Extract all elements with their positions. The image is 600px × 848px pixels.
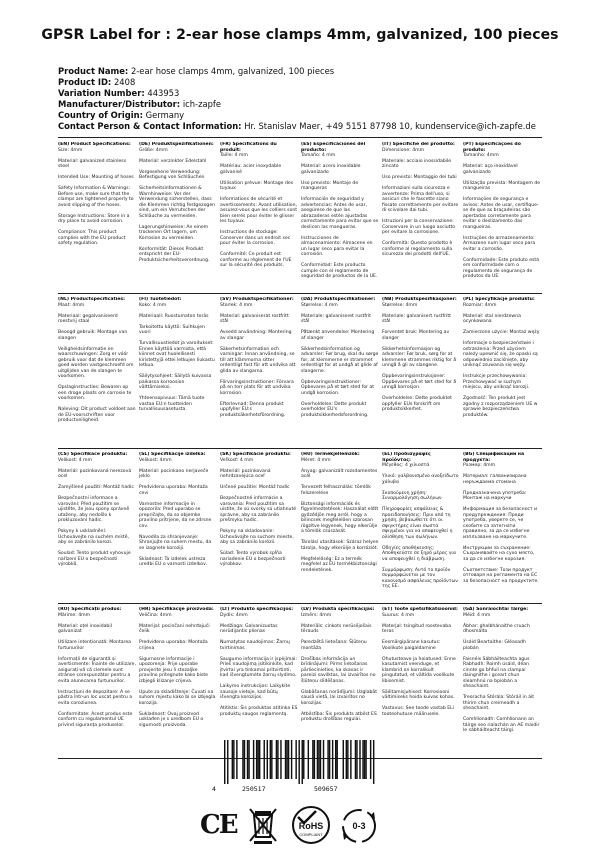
spec-heading: (FR) Spécifications du produit: <box>220 142 277 153</box>
barcode-bar <box>303 740 304 779</box>
spec-cell <box>220 297 298 447</box>
rohs-icon <box>290 805 332 845</box>
spec-text: Dimensione: 4mm Materiale: acciaio inossidabile zincato Uso previsto: Montaggio dei tubi Informazioni sulla sicurezza e avvertenze: Prima dell'uso, si assicuri che le fascette siano fissate correttamente per evitare di scivolare dai tubi. Istruzioni per la conservazione: Conservare in un luogo asciutto per evitare la corrosione. Conformità: Questo prodotto è conforme al regolamento sulla sicurezza dei prodotti dell'UE. <box>382 147 459 257</box>
spec-cell <box>139 297 217 447</box>
product-info-label: Manufacturer/Distributor: <box>58 99 181 109</box>
spec-heading: (LV) Produkta specifikācijas: <box>301 607 375 612</box>
product-info-label: Variation Number: <box>58 88 145 98</box>
spec-cell <box>382 452 460 602</box>
barcode-digits-right: 509657 <box>314 785 338 793</box>
barcode-bar <box>346 740 347 779</box>
barcode-bar <box>373 740 374 784</box>
spec-cell <box>58 607 136 757</box>
spec-cell <box>301 452 379 602</box>
ce-mark-icon: CE <box>200 810 237 840</box>
barcode-bar <box>276 740 277 779</box>
product-info-value: Germany <box>145 110 185 120</box>
product-info-value: 2408 <box>113 77 136 87</box>
barcode-bar <box>288 740 289 779</box>
spec-text: Størrelse: 4mm Materiale: galvanisert rustfritt stål Forventet bruk: Montering av slanger Sikkerhetsinformasjon og advarsler: Før bruk, sørg for at klemmene strammes riktig for å unngå å gli av slangene. Oppbevaringsinstruksjoner: Oppbevares på et tørt sted for å unngå korrosjon. Overholdelse: Dette produktet oppfyller EUs forskrift om produktsikkerhet. <box>382 302 457 412</box>
spec-text: Storlek: 4 mm Material: galvaniserat rostfritt stål Avsedd användning: Montering av slangar Säkerhetsinformation och varningar: Innan användning, se till att klämmorna sitter ordentligt fast för att undvika att glida av slangarna. Förvaringsinstruktioner: Förvara på en torr plats för att undvika korrosion. Efterlevnad: Denna produkt uppfyller EU:s produktsäkerhetsförordning. <box>220 302 296 418</box>
barcode-bar <box>336 740 337 779</box>
spec-heading: (HR) Specifikacije proizvoda: <box>139 607 214 612</box>
product-info-label: Country of Origin: <box>58 110 143 120</box>
row-divider <box>58 448 542 449</box>
product-info <box>58 66 536 132</box>
spec-cell <box>301 142 379 292</box>
barcode-bar <box>343 740 344 779</box>
spec-heading: (ES) Especificaciones del producto: <box>301 142 366 153</box>
barcode-bar <box>271 740 272 779</box>
barcode-bar <box>277 740 278 779</box>
spec-heading: (CS) Specifikace produktu: <box>58 452 128 457</box>
row-divider <box>58 603 542 604</box>
spec-cell <box>58 452 136 602</box>
spec-cell <box>220 142 298 292</box>
barcode-bar <box>286 740 287 779</box>
barcode-bar <box>332 740 333 779</box>
weee-bin-icon <box>246 805 280 845</box>
spec-text: Размер: 4mm Материал: галванизирана неръждаема стомана Предназначена употреба: Монтаж на маркучи Информация за безопасност и предупреждения: Преди употреба, уверете се, че скобите са затегнати правилно, за да се избегне изплъзване на маркучите. Инструкции за съхранение: Съхранявайте на сухо място, за да се избегне корозия. Съответствие: Този продукт отговаря на регламента на ЕС за безопасност на продуктите. <box>463 463 539 584</box>
spec-text: Mărime: 4mm Material: oțel inoxidabil galvanizat Utilizare intenționată: Montarea furtunurilor Informații de siguranță și avertismente: Înainte de utilizare, asigurați-vă că clemele sunt strânse corespunzător pentru a evita alunecarea furtunurilor. Instrucțiuni de depozitare: A se păstra într-un loc uscat pentru a evita coroziunea. Conformitate: Acest produs este conform cu regulamentul UE privind siguranța produselor. <box>58 612 136 728</box>
product-info-label: Product Name: <box>58 66 129 76</box>
barcode-bar <box>347 740 348 779</box>
product-info-label: Product ID: <box>58 77 112 87</box>
barcode-bar <box>270 740 271 779</box>
barcode-bar <box>312 740 313 779</box>
spec-heading: (IT) Specifiche del prodotto: <box>382 142 455 147</box>
barcode-bars <box>224 740 376 784</box>
spec-cell <box>301 607 379 757</box>
product-info-value: ich-zapfe <box>182 99 222 109</box>
barcode-bar <box>242 740 243 779</box>
spec-text: Koko: 4 mm Materiaali: Ruostumaton teräs Tarkoitettu käyttö: Suihkujen vuori Turvallisuustiedot ja varoitukset: Ennen käyttöä varmista, että kiinnet ovat huolellisesti kiristettyjä ettei letkujen liukastu letkua. Säilytysohjeet: Säilytä kuivassa paikassa korroosion välttämiseksi. Yhteensopivuus: Tämä tuote vastaa EU:n tuotteiden turvallisuusasetusta. <box>139 302 215 412</box>
spec-heading: (PL) Specyfikacje produktu: <box>463 297 535 302</box>
spec-cell <box>463 452 541 602</box>
spec-cell <box>220 452 298 602</box>
barcode-bar <box>356 740 357 779</box>
svg-text:COMPLIANT: COMPLIANT <box>299 832 323 837</box>
spec-text: Maat: 4mm Materiaal: gegalvaniseerd roestvrij staal Beoogd gebruik: Montage van slangen Veiligheidsinformatie en waarschuwingen: Zorg er vóór gebruik voor dat de klemmen goed worden vastgeschroefd om uitglijden van de slangen te voorkomen. Opslaginstructies: Bewaren op een droge plaats om corrosie te voorkomen. Naleving: Dit product voldoet aan de EU-voorschriften voor productveiligheid. <box>58 302 136 423</box>
barcode-bar <box>257 740 258 779</box>
barcode-bar <box>291 740 292 779</box>
barcode-bar <box>233 740 234 779</box>
spec-cell <box>382 142 460 292</box>
spec-cell <box>139 452 217 602</box>
barcode-bar <box>329 740 330 779</box>
product-info-label: Contact Person & Contact Information: <box>58 121 242 131</box>
product-info-row <box>58 77 536 88</box>
spec-heading: (HU) Termékjellemzők: <box>301 452 360 457</box>
spec-heading: (SK) Špecifikácie produktu: <box>220 452 291 457</box>
barcode-bar <box>256 740 257 779</box>
spec-cell <box>463 142 541 292</box>
spec-cell <box>463 297 541 447</box>
barcode-bar <box>280 740 281 779</box>
barcode-bar <box>264 740 265 779</box>
spec-text: Izmērs: 4mm Materiāls: cinkots nerūsējošais tērauds Paredzētā lietošana: Šļūteņu montāža Drošības informācija un brīdinājumi: Pirms lietošanas pārliecinieties, ka skavas ir pareizi savilktas, lai izvairītos no šļūteņu slīdēšanas. Glabāšanas norādījumi: Uzglabāt sausā vietā, lai izvairītos no korozijas. Atbilstība: Šis produkts atbilst ES produktu drošības regulai. <box>301 612 378 722</box>
spec-text: Größe: 4mm Material: verzinkter Edelstahl Vorgesehene Verwendung: Befestigung von Schläuchen Sicherheitsinformationen & Warnhinweise: Vor der Verwendung sicherstellen, dass die Klemmen richtig festgezogen sind, um ein Verrutschen der Schläuche zu vermeiden. Lagerungshinweise: An einem trockenen Ort lagern, um Korrosion zu vermeiden. Konformität: Dieses Produkt entspricht der EU-Produktsicherheitsverordnung. <box>139 147 216 263</box>
barcode-bar <box>232 740 233 779</box>
spec-cell <box>58 297 136 447</box>
spec-text: Size: 4mm Material: galvanized stainless steel Intended Use: Mounting of hoses Safety Information & Warnings: Before use, make sure that the clamps are tightened properly to avoid slipping of the hoses. Storage Instructions: Store in a dry place to avoid corrosion. Compliance: This product complies with the EU product safety regulation. <box>58 147 134 246</box>
spec-text: Tamanho: 4mm Material: aço inoxidável galvanizado Utilização prevista: Montagem de mangueiras Informações de segurança e avisos: Antes de usar, certifique-se de que as braçadeiras são apertadas corretamente para evitar o deslizamento das mangueiras. Instruções de armazenamento: Armazene num lugar seco para evitar a corrosão. Conformidade: Este produto está em conformidade com o regulamento de segurança de produtos da UE. <box>463 153 541 279</box>
recycling-symbol-icon <box>340 806 378 846</box>
spec-cell <box>463 607 541 757</box>
spec-cell <box>58 142 136 292</box>
svg-text:0-3: 0-3 <box>352 821 366 831</box>
product-info-row <box>58 88 536 99</box>
page-title: GPSR Label for : 2-ear hose clamps 4mm, galvanized, 100 pieces <box>41 27 559 43</box>
spec-cell <box>220 607 298 757</box>
spec-text: Taille: 4 mm Matériau: acier inoxydable galvanisé Utilisation prévue: Montage des tuyaux Informations de sécurité et avertissements: Avant utilisation, assurez-vous que les colliers sont bien serrés pour éviter le glisser les tuyaux. Instructions de stockage: Conserver dans un endroit sec pour éviter la corrosion. Conformité: Ce produit est conforme au règlement de l'UE sur la sécurité des produits. <box>220 153 298 268</box>
spec-heading: (ET) Toote spetsifikatsioonid: <box>382 607 458 612</box>
spec-text: Veličina: 4mm Materijal: pocinčani nehrđajući čelik Predviđena uporaba: Montaža crijeva Sigurnosne informacije i upozorenja: Prije uporabe provjerite jesu li stezaljke pravilno pritegnute kako biste izbjegli klizanje crijeva. Upute za skladištenje: Čuvati na suhom mjestu kako bi se izbjegla korozija. Sukladnost: Ovaj proizvod usklađen je s uredbom EU o sigurnosti proizvoda. <box>139 612 216 728</box>
spec-heading: (SV) Produktspecifikationer: <box>220 297 294 302</box>
spec-heading: (DE) Produktspezifikationen: <box>139 142 214 147</box>
barcode-bar <box>224 740 225 784</box>
barcode-bar <box>259 740 260 779</box>
spec-heading: (BG) Спецификации на продукта: <box>463 452 525 463</box>
product-info-row <box>58 110 536 121</box>
spec-text: Tamaño: 4 mm Material: acero inoxidable galvanizado Uso previsto: Montaje de mangueras Información de seguridad y advertencias: Antes de usar, asegúrese de que las abrazaderas estén ajustadas correctamente para evitar que se deslicen las mangueras. Instrucciones de almacenamiento: Almacene en un lugar seco para evitar la corrosión. Conformidad: Este producto cumple con el reglamento de seguridad de productos de la UE. <box>301 153 379 279</box>
spec-cell <box>382 297 460 447</box>
barcode-bar <box>285 740 286 779</box>
barcode-bar <box>317 740 318 779</box>
spec-heading: (EN) Product Specifications: <box>58 142 131 147</box>
barcode-bar <box>323 740 324 779</box>
barcode-bar <box>302 740 303 784</box>
barcode-bar <box>236 740 237 779</box>
spec-text: Veľkosť: 4 mm Materiál: pozinkovaná nehrdzavejúca oceľ Určené použitie: Montáž hadíc Bezpečnostné informácie a varovania: Pred použitím sa uistite, že sú svorky sú utiahnuté správne, aby sa zabránilo prešmyku hadíc. Pokyny na skladovanie: Uchovávajte na suchom mieste, aby sa zabránilo korózii. Súlad: Tento výrobok spĺňa nariadenie EÚ o bezpečnosti výrobkov. <box>220 457 297 567</box>
barcode-bar <box>253 740 254 779</box>
spec-cell <box>139 607 217 757</box>
barcode-bar <box>267 740 268 779</box>
product-info-row <box>58 66 536 77</box>
spec-heading: (NL) Productspecificaties: <box>58 297 125 302</box>
barcode-digits-mid: 250517 <box>242 785 266 793</box>
barcode-bar <box>318 740 319 779</box>
barcode-bar <box>362 740 363 779</box>
spec-text: Μέγεθος: 4 χιλιοστά Υλικό: γαλβανισμένο ανοξείδωτο χάλυβα Σκοπούμενη χρήση: Συναρμολόγηση σωλήνων Πληροφορίες ασφάλειας & προειδοποιήσεις: Πριν από τη χρήση, βεβαιωθείτε ότι οι σφιγκτήρες είναι σωστά σφιγμένοι για να αποφευχθεί η ολίσθηση των σωλήνων. Οδηγίες αποθήκευσης: Αποθηκεύστε σε ξηρό μέρος για να αποφευχθεί η διάβρωση. Συμμόρφωση: Αυτό το προϊόν συμμορφώνεται με τον κανονισμό ασφάλειας προϊόντων της ΕΕ. <box>382 463 459 589</box>
spec-heading: (FI) Tuotetiedot: <box>139 297 182 302</box>
spec-text: Suurus: 4 mm Materjal: tsingitud roostevaba teras Eesmärgipärane kasutus: Voolikute paigaldamine Ohutusteave ja hoiatused: Enne kasutamist veenduge, et klambrid on korralikult pingutatud, et vältida voolikute libisemist. Säilitamisjuhised: Korrosiooni vältimiseks hoida kuivas kohas. Vastavus: See toode vastab ELi tooteohutuse määrusele. <box>382 612 456 717</box>
spec-text: Dydis: 4mm Medžiaga: Galvanizuotas nerūdijantis plienas Numatytas naudojimas: Žarnų tvirtinimas Saugumo informacija ir įspėjimai: Prieš naudojimą įsitikinkite, kad įtvirtai yra tinkamai pritvirtinti, kad išvengtumėte žarnų slydimo. Laikymo instrukcijos: Laikykite sausoje vietoje, kad būtų išvengta korozijos. Atitiktis: Šis produktas atitinka ES produktų saugos reglamentą. <box>220 612 298 717</box>
barcode-bar <box>359 740 360 779</box>
spec-cell <box>301 297 379 447</box>
spec-text: Velikost: 4 mm Materiál: pozinkovaná nerezová ocel Zamýšlené použití: Montáž hadic Bezpečnostní informace a varování: Před použitím se ujistěte, že jsou spony správně utaženy, aby nedošlo k prokluzování hadic. Pokyny k uskladnění: Uchovávejte na suchém místě, aby se zabránilo korozi. Soulad: Tento produkt vyhovuje nařízení EU o bezpečnosti výrobků. <box>58 457 134 567</box>
product-info-value: 443953 <box>147 88 180 98</box>
spec-heading: (NB) Produktspesifikasjoner: <box>382 297 457 302</box>
spec-text: Méret: 4 mm Anyag: galvanizált rozsdamentes acél Tervezett felhasználás: tömlők felszerelése Biztonsági információk és figyelmeztetések: Használat előtt győződjön meg arról, hogy a bilincsek megfelelően szorosan rögzítve legyenek, hogy elkerülje a tömlők csúszását. Tárolási utasítások: Száraz helyen tárolja, hogy elkerülje a korróziót. Megfelelőség: Ez a termék megfelel az EU termékbiztonsági rendeletének. <box>301 457 379 573</box>
spec-heading: (PT) Especificações do produto: <box>463 142 521 153</box>
barcode-bar <box>365 740 366 779</box>
product-info-row <box>58 99 536 110</box>
divider-top <box>58 137 542 138</box>
barcode-bar <box>298 740 299 784</box>
product-info-value: Hr. Stanislav Maer, +49 5151 87798 10, kundenservice@ich-zapfe.de <box>244 121 536 131</box>
spec-text: Rozmiar: 4mm Materiał: stal nierdzewna ocynkowana Zamierzone użycie: Montaż węży Informacje o bezpieczeństwie i ostrzeżenia: Przed użyciem należy upewnić się, że opaski są odpowiednio zaciśnięte, aby uniknąć zsuwania się węży. Instrukcje przechowywania: Przechowywać w suchym miejscu, aby uniknąć korozji. Zgodność: Ten produkt jest zgodny z rozporządzeniem UE w sprawie bezpieczeństwa produktów. <box>463 302 540 418</box>
spec-text: Størrelse: 4 mm Materiale: galvaniseret rustfrit stål Påtænkt anvendelse: Montering af slanger Sikkerhedsinformation og advarsler: Før brug, skal du sørge for, at klemmerne er strammet ordentligt for at undgå at glide af slangerne. Opbevaringsinstruktioner: Opbevares på et tørt sted for at undgå korrosion. Overholdelse: Dette produkt overholder EU's produktsikkerhedsforordning. <box>301 302 379 418</box>
spec-text: Velikost: 4mm Material: pocinkano nerjaveče jeklo Predvidena uporaba: Montaža cevi Varnostne informacije in opozorila: Pred uporabo se prepričajte, da so objemke pravilno pritrjene, da ne zdrsne cev. Navodila za shranjevanje: Shranjujte na suhem mestu, da se izognete koroziji. Skladnost: Ta izdelek ustreza uredbi EU o varnosti izdelkov. <box>139 457 212 567</box>
barcode-bar <box>370 740 371 779</box>
product-info-row <box>58 121 536 132</box>
spec-heading: (EL) Προδιαγραφές προϊόντος: <box>382 452 431 463</box>
product-info-value: 2-ear hose clamps 4mm, galvanized, 100 pieces <box>130 66 335 76</box>
spec-heading: (LT) Produkto specifikacijos: <box>220 607 294 612</box>
barcode-bar <box>327 740 328 779</box>
spec-heading: (DA) Produktspecifikationer: <box>301 297 376 302</box>
barcode-bar <box>244 740 245 779</box>
spec-text: Méid: 4 mm Ábhar: ghalbhánaithe cruach dhosmálta Úsáid Beartaithe: Gléasadh píobán Faisnéis Sábháilteachta agus Rabhadh: Roimh úsáid, déan cinnte go bhfuil na clampaí daingnithe i gceart chun sleamhnú na bpíobán a sheachaint. Treoracha Stórála: Stóráil in áit thirim chun creimeadh a sheachaint. Comhlíonadh: Comhlíonann an táirge seo rialachán an AE maidir le sábháilteacht táirgí. <box>463 612 540 733</box>
spec-cell <box>382 607 460 757</box>
barcode-bar <box>364 740 365 779</box>
barcode-bar <box>247 740 248 779</box>
barcode-bar <box>227 740 228 784</box>
certification-icons <box>0 803 600 848</box>
barcode-bar <box>335 740 336 779</box>
spec-heading: (GA) Sonraíochtaí Táirge: <box>463 607 529 612</box>
svg-text:RoHS: RoHS <box>298 821 324 831</box>
barcode-bar <box>350 740 351 779</box>
barcode-bar <box>295 740 296 779</box>
spec-cell <box>139 142 217 292</box>
spec-heading: (SL) Specifikacije izdelka: <box>139 452 206 457</box>
barcode-digit-left: 4 <box>212 785 216 793</box>
barcode-bar <box>320 740 321 779</box>
barcode-bar <box>355 740 356 779</box>
barcode-bar <box>314 740 315 779</box>
barcode-bar <box>308 740 309 779</box>
barcode-bar <box>248 740 249 779</box>
barcode <box>212 740 388 796</box>
row-divider <box>58 293 542 294</box>
spec-heading: (RO) Specificații produs: <box>58 607 122 612</box>
